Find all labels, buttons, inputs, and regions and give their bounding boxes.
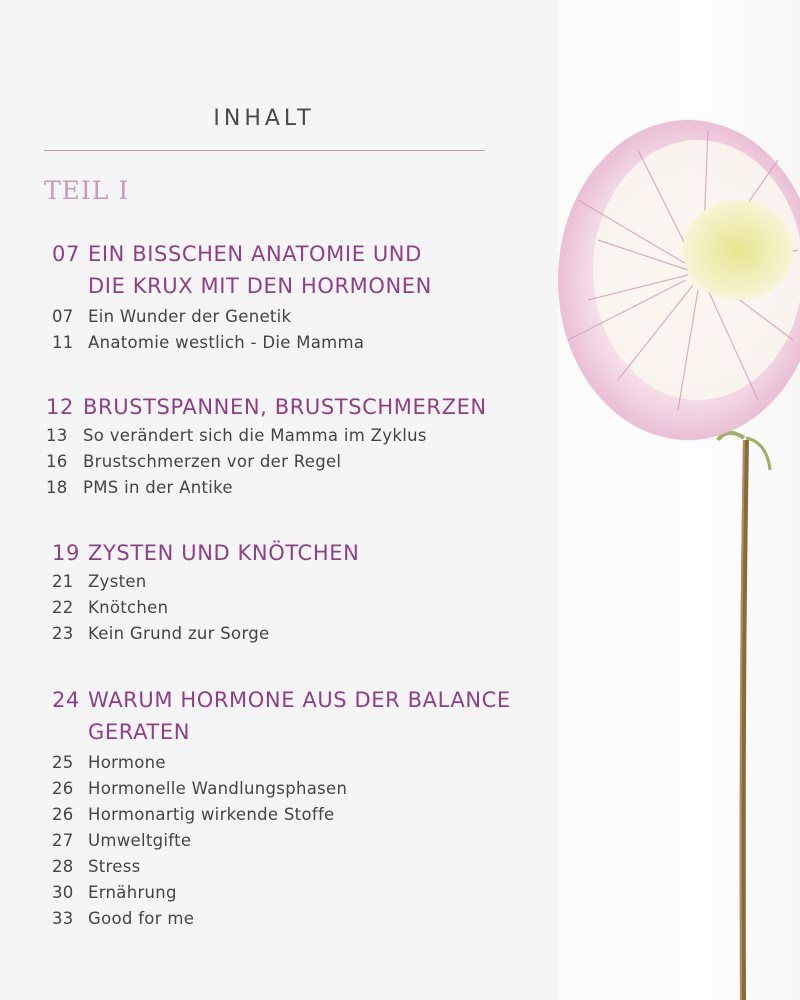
toc-entry[interactable]: 25 Hormone [52, 753, 166, 772]
section-heading [52, 238, 612, 302]
toc-entry[interactable]: 27 Umweltgifte [52, 831, 192, 850]
toc-entry[interactable]: 18 PMS in der Antike [46, 478, 233, 497]
toc-section [46, 391, 606, 501]
toc-entry[interactable]: 33 Good for me [52, 909, 195, 928]
part-label: TEIL I [44, 176, 130, 205]
toc-section [52, 684, 612, 932]
toc-section [52, 238, 612, 356]
section-title: ZYSTEN UND KNÖTCHEN [88, 541, 360, 565]
toc-entry[interactable]: 26 Hormonelle Wandlungsphasen [52, 779, 348, 798]
toc-entry[interactable]: 13 So verändert sich die Mamma im Zyklus [46, 426, 427, 445]
section-page-number: 24 [52, 688, 80, 712]
section-heading [52, 537, 612, 569]
section-heading [46, 391, 606, 423]
toc-entry[interactable]: 21 Zysten [52, 572, 147, 591]
section-page-number: 12 [46, 395, 74, 419]
title-divider [44, 150, 485, 151]
toc-entry[interactable]: 22 Knötchen [52, 598, 169, 617]
toc-section [52, 537, 612, 647]
section-heading [52, 684, 612, 748]
section-title: WARUM HORMONE AUS DER BALANCE GERATEN [88, 688, 511, 744]
section-page-number: 07 [52, 242, 80, 266]
toc-entry[interactable]: 16 Brustschmerzen vor der Regel [46, 452, 342, 471]
section-title: EIN BISSCHEN ANATOMIE UND DIE KRUX MIT DEN HORMONEN [88, 242, 432, 298]
toc-entry[interactable]: 23 Kein Grund zur Sorge [52, 624, 270, 643]
section-page-number: 19 [52, 541, 80, 565]
page-title: INHALT [213, 106, 315, 131]
toc-entry[interactable]: 07 Ein Wunder der Genetik [52, 307, 292, 326]
toc-entry[interactable]: 26 Hormonartig wirkende Stoffe [52, 805, 335, 824]
toc-entry[interactable]: 11 Anatomie westlich - Die Mamma [52, 333, 365, 352]
section-title: BRUSTSPANNEN, BRUSTSCHMERZEN [83, 395, 487, 419]
toc-entry[interactable]: 28 Stress [52, 857, 141, 876]
toc-entry[interactable]: 30 Ernährung [52, 883, 177, 902]
